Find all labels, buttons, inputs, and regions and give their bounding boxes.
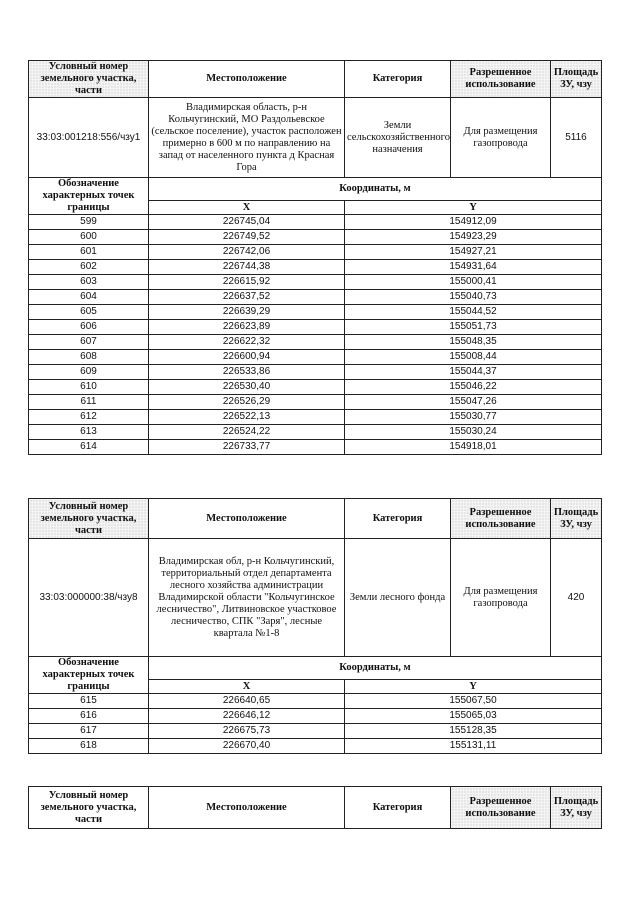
point-number: 609 [29, 365, 149, 380]
header-y: Y [345, 201, 602, 215]
header-category: Категория [345, 61, 451, 98]
point-number: 605 [29, 305, 149, 320]
point-number: 608 [29, 350, 149, 365]
coordinate-row [29, 230, 602, 245]
coordinate-row [29, 350, 602, 365]
parcel-permitted-use: Для размещения газопровода [451, 98, 551, 178]
header-parcel-number: Условный номер земельного участка, части [29, 787, 149, 829]
parcel-category: Земли лесного фонда [345, 539, 451, 657]
coordinate-row [29, 709, 602, 724]
x-coordinate: 226623,89 [149, 320, 345, 335]
parcel-category: Земли сельскохозяйственного назначения [345, 98, 451, 178]
x-coordinate: 226670,40 [149, 739, 345, 754]
parcel-table-2 [28, 498, 602, 754]
header-coordinates: Координаты, м [149, 178, 602, 201]
y-coordinate: 155008,44 [345, 350, 602, 365]
parcel-location: Владимирская обл, р-н Кольчугинский, территориальный отдел департамента лесного хозяйства администрации Владимирской области "Кольчугинское лесничество", Литвиновское участковое лесничество, СПК "Заря", лесные квартала №1-8 [149, 539, 345, 657]
x-coordinate: 226637,52 [149, 290, 345, 305]
coordinate-row [29, 410, 602, 425]
header-category: Категория [345, 499, 451, 539]
x-coordinate: 226639,29 [149, 305, 345, 320]
x-coordinate: 226533,86 [149, 365, 345, 380]
y-coordinate: 155044,52 [345, 305, 602, 320]
point-number: 604 [29, 290, 149, 305]
point-number: 618 [29, 739, 149, 754]
coordinate-row [29, 694, 602, 709]
parcel-id: 33:03:001218:556/чзу1 [29, 98, 149, 178]
x-coordinate: 226530,40 [149, 380, 345, 395]
y-coordinate: 155044,37 [345, 365, 602, 380]
point-number: 615 [29, 694, 149, 709]
y-coordinate: 155040,73 [345, 290, 602, 305]
y-coordinate: 154923,29 [345, 230, 602, 245]
header-boundary-points: Обозначение характерных точек границы [29, 178, 149, 215]
x-coordinate: 226524,22 [149, 425, 345, 440]
y-coordinate: 155065,03 [345, 709, 602, 724]
x-coordinate: 226749,52 [149, 230, 345, 245]
x-coordinate: 226615,92 [149, 275, 345, 290]
x-coordinate: 226745,04 [149, 215, 345, 230]
header-area: Площадь ЗУ, чзу [551, 61, 602, 98]
coordinate-row [29, 290, 602, 305]
coordinate-row [29, 365, 602, 380]
point-number: 614 [29, 440, 149, 455]
parcel-table-1 [28, 60, 602, 455]
y-coordinate: 154912,09 [345, 215, 602, 230]
x-coordinate: 226600,94 [149, 350, 345, 365]
header-area: Площадь ЗУ, чзу [551, 787, 602, 829]
header-category: Категория [345, 787, 451, 829]
header-y: Y [345, 680, 602, 694]
y-coordinate: 155051,73 [345, 320, 602, 335]
y-coordinate: 155067,50 [345, 694, 602, 709]
point-number: 611 [29, 395, 149, 410]
x-coordinate: 226744,38 [149, 260, 345, 275]
coordinate-row [29, 425, 602, 440]
header-permitted-use: Разрешенное использование [451, 499, 551, 539]
y-coordinate: 155030,77 [345, 410, 602, 425]
point-number: 603 [29, 275, 149, 290]
x-coordinate: 226622,32 [149, 335, 345, 350]
header-x: X [149, 680, 345, 694]
y-coordinate: 154927,21 [345, 245, 602, 260]
parcel-location: Владимирская область, р-н Кольчугинский, МО Раздольевское (сельское поселение), участок расположен примерно в 600 м по направлению на запад от населенного пункта д Красная Гора [149, 98, 345, 178]
coordinate-row [29, 395, 602, 410]
coordinate-row [29, 305, 602, 320]
point-number: 613 [29, 425, 149, 440]
parcel-area: 5116 [551, 98, 602, 178]
coordinate-row [29, 739, 602, 754]
coordinate-row [29, 275, 602, 290]
parcel-permitted-use: Для размещения газопровода [451, 539, 551, 657]
y-coordinate: 155048,35 [345, 335, 602, 350]
x-coordinate: 226646,12 [149, 709, 345, 724]
header-permitted-use: Разрешенное использование [451, 787, 551, 829]
coordinate-row [29, 380, 602, 395]
coordinate-row [29, 335, 602, 350]
coordinate-row [29, 215, 602, 230]
x-coordinate: 226526,29 [149, 395, 345, 410]
y-coordinate: 155128,35 [345, 724, 602, 739]
header-location: Местоположение [149, 787, 345, 829]
parcel-table-3 [28, 786, 602, 829]
header-coordinates: Координаты, м [149, 657, 602, 680]
coordinate-row [29, 260, 602, 275]
header-permitted-use: Разрешенное использование [451, 61, 551, 98]
y-coordinate: 154918,01 [345, 440, 602, 455]
point-number: 600 [29, 230, 149, 245]
x-coordinate: 226640,65 [149, 694, 345, 709]
point-number: 617 [29, 724, 149, 739]
y-coordinate: 155047,26 [345, 395, 602, 410]
y-coordinate: 155046,22 [345, 380, 602, 395]
header-area: Площадь ЗУ, чзу [551, 499, 602, 539]
x-coordinate: 226742,06 [149, 245, 345, 260]
point-number: 610 [29, 380, 149, 395]
point-number: 601 [29, 245, 149, 260]
coordinate-row [29, 440, 602, 455]
point-number: 616 [29, 709, 149, 724]
parcel-id: 33:03:000000:38/чзу8 [29, 539, 149, 657]
y-coordinate: 155030,24 [345, 425, 602, 440]
header-location: Местоположение [149, 499, 345, 539]
x-coordinate: 226733,77 [149, 440, 345, 455]
point-number: 606 [29, 320, 149, 335]
header-parcel-number: Условный номер земельного участка, части [29, 499, 149, 539]
coordinate-row [29, 245, 602, 260]
header-x: X [149, 201, 345, 215]
coordinate-row [29, 320, 602, 335]
x-coordinate: 226522,13 [149, 410, 345, 425]
header-boundary-points: Обозначение характерных точек границы [29, 657, 149, 694]
point-number: 607 [29, 335, 149, 350]
y-coordinate: 155131,11 [345, 739, 602, 754]
y-coordinate: 155000,41 [345, 275, 602, 290]
x-coordinate: 226675,73 [149, 724, 345, 739]
header-parcel-number: Условный номер земельного участка, части [29, 61, 149, 98]
y-coordinate: 154931,64 [345, 260, 602, 275]
parcel-area: 420 [551, 539, 602, 657]
point-number: 612 [29, 410, 149, 425]
point-number: 599 [29, 215, 149, 230]
point-number: 602 [29, 260, 149, 275]
header-location: Местоположение [149, 61, 345, 98]
coordinate-row [29, 724, 602, 739]
